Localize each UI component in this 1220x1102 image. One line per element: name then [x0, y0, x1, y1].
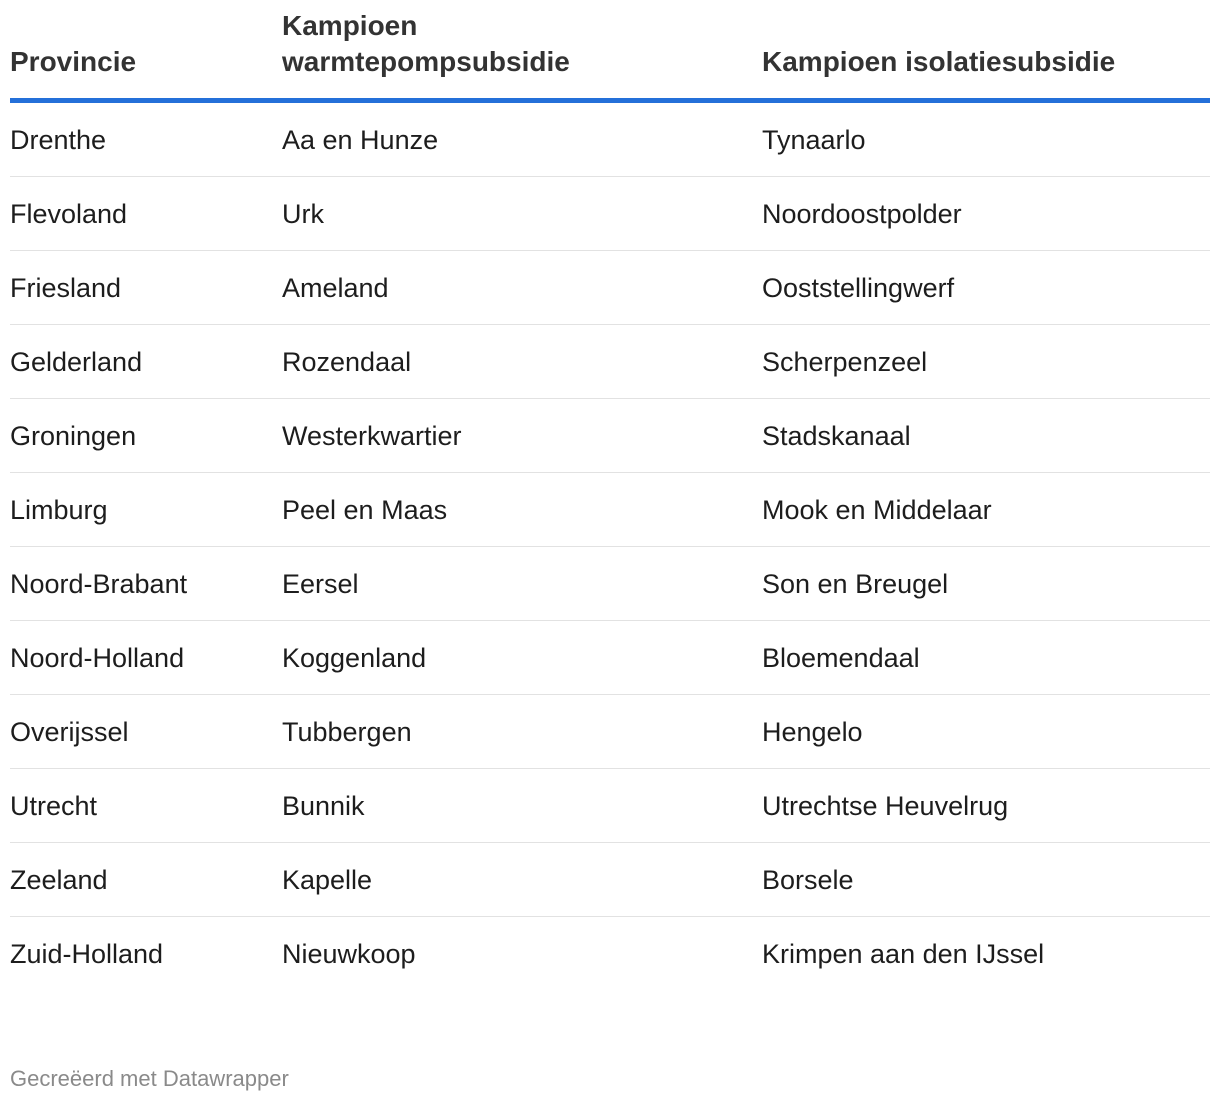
table-row	[10, 325, 1210, 399]
provincie-cell: Overijssel	[10, 695, 282, 769]
warmtepomp-cell: Ameland	[282, 251, 762, 325]
provincie-cell: Flevoland	[10, 177, 282, 251]
table-row	[10, 843, 1210, 917]
isolatie-cell: Scherpenzeel	[762, 325, 1210, 399]
provincie-cell: Groningen	[10, 399, 282, 473]
table-row	[10, 101, 1210, 177]
warmtepomp-cell: Rozendaal	[282, 325, 762, 399]
warmtepomp-cell: Bunnik	[282, 769, 762, 843]
provincie-cell: Noord-Brabant	[10, 547, 282, 621]
warmtepomp-cell: Peel en Maas	[282, 473, 762, 547]
data-table-container	[10, 0, 1210, 990]
table-row	[10, 621, 1210, 695]
data-table	[10, 0, 1210, 990]
column-header-warmtepomp[interactable]: Kampioen warmtepompsubsidie	[282, 0, 762, 101]
table-body	[10, 101, 1210, 991]
warmtepomp-cell: Koggenland	[282, 621, 762, 695]
isolatie-cell: Hengelo	[762, 695, 1210, 769]
table-row	[10, 473, 1210, 547]
warmtepomp-cell: Kapelle	[282, 843, 762, 917]
warmtepomp-cell: Urk	[282, 177, 762, 251]
table-row	[10, 769, 1210, 843]
isolatie-cell: Utrechtse Heuvelrug	[762, 769, 1210, 843]
warmtepomp-cell: Tubbergen	[282, 695, 762, 769]
table-row	[10, 177, 1210, 251]
warmtepomp-cell: Westerkwartier	[282, 399, 762, 473]
provincie-cell: Friesland	[10, 251, 282, 325]
isolatie-cell: Son en Breugel	[762, 547, 1210, 621]
provincie-cell: Zeeland	[10, 843, 282, 917]
footer-credit[interactable]: Gecreëerd met Datawrapper	[10, 1066, 289, 1091]
provincie-cell: Limburg	[10, 473, 282, 547]
warmtepomp-cell: Eersel	[282, 547, 762, 621]
warmtepomp-cell: Nieuwkoop	[282, 938, 416, 969]
isolatie-cell: Borsele	[762, 843, 1210, 917]
provincie-cell: Utrecht	[10, 769, 282, 843]
warmtepomp-cell: Aa en Hunze	[282, 101, 762, 177]
isolatie-cell: Noordoostpolder	[762, 177, 1210, 251]
table-row	[10, 547, 1210, 621]
table-row	[10, 917, 1210, 991]
provincie-cell: Drenthe	[10, 101, 282, 177]
isolatie-cell: Mook en Middelaar	[762, 473, 1210, 547]
isolatie-cell: Ooststellingwerf	[762, 251, 1210, 325]
provincie-cell: Gelderland	[10, 325, 282, 399]
column-header-isolatie[interactable]: Kampioen isolatiesubsidie	[762, 0, 1210, 101]
table-row	[10, 251, 1210, 325]
provincie-cell: Zuid-Holland	[10, 938, 164, 969]
provincie-cell: Noord-Holland	[10, 621, 282, 695]
column-header-provincie[interactable]: Provincie	[10, 0, 282, 101]
table-row	[10, 399, 1210, 473]
table-row	[10, 695, 1210, 769]
table-header	[10, 0, 1210, 101]
isolatie-cell: Tynaarlo	[762, 101, 1210, 177]
isolatie-cell: Stadskanaal	[762, 399, 1210, 473]
header-row	[10, 0, 1210, 101]
isolatie-cell: Bloemendaal	[762, 621, 1210, 695]
isolatie-cell: Krimpen aan den IJssel	[762, 938, 1045, 969]
